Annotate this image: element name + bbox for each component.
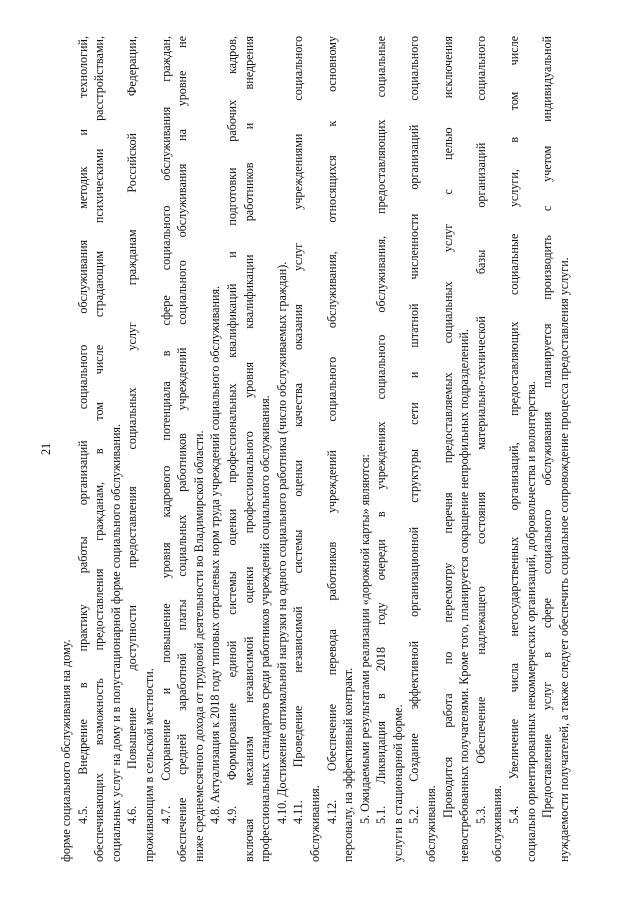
text-line: Проводится работа по пересмотру перечня предоставляемых социальных услуг с целью исключения [440,36,455,818]
document-body [58,36,572,862]
text-line: форме социального обслуживания на дому. [59,639,73,862]
text-line: 4.9. Формирование единой системы оценки профессиональных квалификаций и подготовки рабочих кадров, [224,36,239,824]
text-line: социально ориентированных некоммерческих организаций, добровольчества и волонтерства. [523,381,538,862]
text-line: 4.7. Сохранение и повышение уровня кадрового потенциала в сфере социального обслуживания граждан, [158,36,173,824]
document-page [30,12,610,892]
text-line: Предоставление услуг в сфере социального обслуживания планируется производить с учетом индивидуальной [540,36,555,818]
text-line: 4.6. Повышение доступности предоставления социальных услуг гражданам Российской Федерации, [125,36,140,824]
text-line: ниже среднемесячного дохода от трудовой деятельности во Владимирской области. [191,430,206,862]
text-line: профессиональных стандартов среди работников учреждений социального обслуживания. [258,395,273,862]
text-line: 4.11. Проведение независимой системы оценки качества оказания услуг учреждениями социального [291,36,306,824]
text-line: обеспечивающих возможность предоставления гражданам, в том числе страдающим психическими расстройствами, [92,36,107,862]
text-line: 4.10. Достижение оптимальной нагрузки на одного социального работника (число обслуживаемых граждан). [274,261,289,824]
text-line: 5.2. Создание эффективной организационной структуры сети и штатной численности организаций социального [407,36,422,824]
page-number: 21 [39,442,53,456]
text-line: 4.8. Актуализация к 2018 году типовых отраслевых норм труда учреждений социального обслуживания. [208,285,223,824]
text-line: услуги в стационарной форме. [390,704,405,862]
text-line: 4.12. Обеспечение перевода работников учреждений социального обслуживания, относящихся к основному [324,36,339,824]
text-line: обслуживания. [424,785,439,862]
text-line: невостребованных получателями. Кроме того, планируется сокращение непрофильных подразделений. [457,329,472,862]
text-line: включая механизм независимой оценки профессионального уровня квалификации работников и внедрения [241,36,256,862]
text-line: социальных услуг на дому и в полустационарной форме социального обслуживания. [108,423,123,862]
text-line: персоналу, на эффективный контракт. [341,667,356,862]
text-line: нуждаемости получателей, а также следует обеспечить социальное сопровождение процесса предоставления услуги. [556,257,571,862]
text-line: 4.5. Внедрение в практику работы организаций социального обслуживания методик и технологий, [75,36,90,824]
text-line: обеспечение средней заработной платы социальных работников учреждений социального обслуживания на уровне не [175,36,190,862]
text-line: обслуживания. [307,785,322,862]
text-line: 5.4. Увеличение числа негосударственных организаций, предоставляющих социальные услуги, в том числе [507,36,522,824]
text-line: 5.1. Ликвидация в 2018 году очереди в учреждениях социального обслуживания, предоставляющих социальные [374,36,389,824]
text-line: 5. Ожидаемыми результатами реализации «дорожной карты» являются: [357,454,372,824]
text-line: обслуживания. [490,785,505,862]
text-line: проживающим в сельской местности. [141,668,156,862]
text-line: 5.3. Обеспечение надлежащего состояния материально-технической базы организаций социального [473,36,488,824]
